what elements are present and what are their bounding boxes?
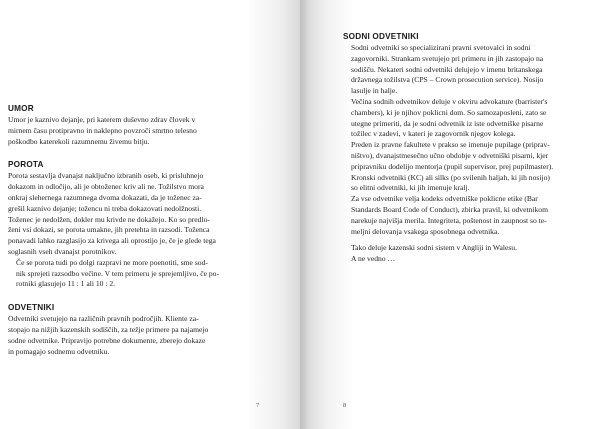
text-line: utegne primeriti, da je sodni odvetnik iz iste odvetniške pisarne [351,118,544,128]
page-number-left: 7 [256,402,260,409]
text-line: dokazom in odločijo, ali je obtoženec kriv ali ne. Tožilstvo mora [8,182,204,192]
paragraph [343,140,578,194]
paragraph [8,171,266,257]
text-line: ponavadi lahko razglasijo za krivega ali oprostijo je, če je glede tega [8,236,216,246]
right-page [300,0,600,429]
text-line: grešil kaznivo dejanje; tožencu ni treba dokazovati nedolžnosti. [8,203,202,213]
text-line: ženi vsi dokazi, se porota umakne, jih pretehta in razsodi. Toženca [8,225,210,235]
text-line: Tako deluje kazenski sodni sistem v Angliji in Walesu. [351,243,517,253]
paragraph [343,194,578,237]
text-line: in pomagajo sodnemu odvetniku. [8,346,110,356]
text-line: Za vse odvetnike velja kodeks odvetniške poklicne etike (Bar [351,194,538,204]
text-line: stopajo na nižjih kazenskih sodiščih, za težje primere pa najamejo [8,324,209,334]
text-line: poškodbo katerekoli razumnemu živemu bitju. [8,136,150,146]
text-line: chambers), ki je njihov poklicni dom. So samozaposleni, zato se [351,107,547,117]
closing-text [343,243,578,265]
text-line: ništvo), dvanajstmesečno učno obdobje v odvetniški pisarni, kjer [351,150,549,160]
page-number-right: 8 [343,402,347,409]
text-line: Kronski odvetniki (KC) ali silks (po svilenih haljah, ki jih nosijo) [351,172,550,182]
text-line: sodišču. Nekateri sodni odvetniki delujejo v imenu britanskega [351,64,543,74]
section-heading-sodni-odvetniki: SODNI ODVETNIKI [343,32,419,41]
text-line: nik sprejeti razsodbo večine. V tem primeru je sprejemljivo, če po- [16,268,220,278]
text-line: Toženec je nedolžen, dokler mu krivde ne dokažejo. Ko so predlo- [8,214,210,224]
text-line: Odvetniki svetujejo na različnih pravnih področjih. Kliente za- [8,314,199,324]
text-line: mirnem času protipravno in naklepno povzroči smrtno telesno [8,125,197,135]
text-line: zagovorniki. Strankam svetujejo pri primeru in jih zastopajo na [351,53,544,63]
text-line: narekuje najvišja merila. Integriteta, poštenost in zaupnost so te- [351,215,547,225]
paragraph [8,314,266,357]
text-line: Umor je kaznivo dejanje, pri katerem duševno zdrav človek v [8,115,196,124]
paragraph [8,258,266,290]
text-line: soglasnih vseh dvanajst porotnikov. [8,246,117,256]
text-line: tožilec v zadevi, v kateri je zagovornik njegov kolega. [351,129,516,139]
text-line: Če se porota tudi po dolgi razpravi ne more poenotiti, sme sod- [16,257,208,267]
section-heading-odvetniki: ODVETNIKI [8,303,55,313]
section-heading-umor: UMOR [8,104,34,113]
text-line: Sodni odvetniki so specializirani pravni svetovalci in sodni [351,43,531,52]
text-line: A ne vedno … [351,254,396,264]
paragraph [343,43,578,97]
section-heading-porota: POROTA [8,160,44,170]
paragraph [8,115,266,147]
paragraph [343,97,578,140]
text-line: sodne odvetnike. Pripravijo potrebne dokumente, zberejo dokaze [8,335,206,345]
text-line: rotniki glasujejo 11 : 1 ali 10 : 2. [16,279,116,289]
closing-paragraph [343,243,578,265]
left-page-content [8,103,266,357]
text-line: meljni delovanja vsakega sposobnega odvetnika. [351,226,500,236]
text-line: so elitni odvetniki, ki jih imenuje kralj. [351,183,470,193]
text-line: Večina sodnih odvetnikov deluje v okviru advokature (barrister's [351,96,548,106]
text-line: pripravniku dodelijo mentorja (pupil supervisor, prej pupilmaster). [351,161,554,171]
text-line: Porota sestavlja dvanajst naključno izbranih oseb, ki prisluhnejo [8,171,204,181]
text-line: Standards Board Code of Conduct), zbirka pravil, ki odvetnikom [351,204,548,214]
text-line: državnega tožilstva (CPS – Crown prosecution service). Nosijo [351,75,544,85]
text-line: lasulje in halje. [351,86,398,96]
right-page-paragraphs [343,43,578,237]
right-page-content [343,31,578,265]
text-line: Preden iz pravne fakultete v prakso se imenuje pupilage (priprav- [351,140,550,150]
text-line: onkraj slehernega razumnega dvoma dokazati, da je toženec za- [8,192,202,202]
